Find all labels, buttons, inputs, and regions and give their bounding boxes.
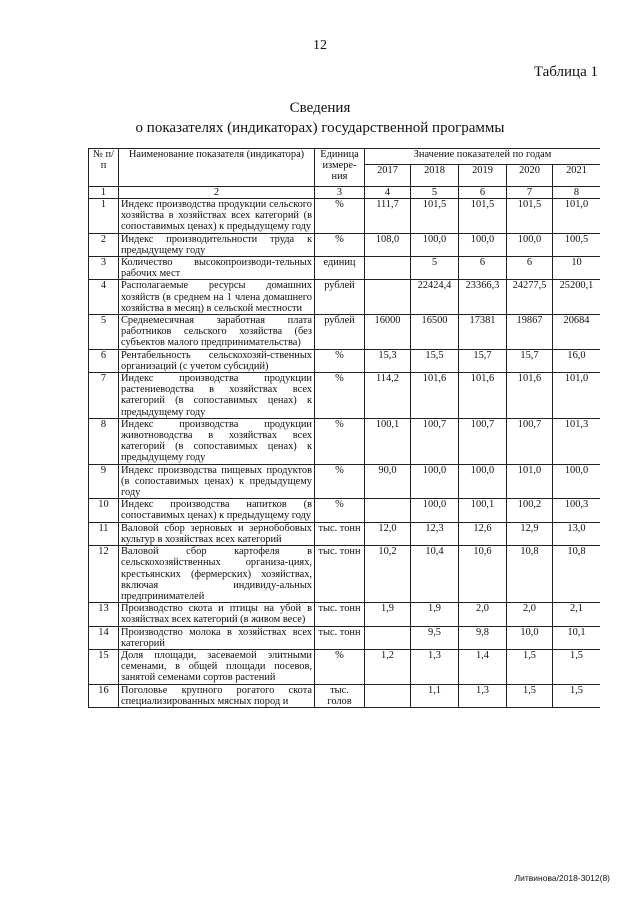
- indicator-value: 6: [507, 257, 553, 280]
- indicator-value: 1,9: [365, 603, 411, 626]
- row-number: 16: [89, 684, 119, 707]
- document-title: [0, 98, 640, 138]
- indicator-name: Располагаемые ресурсы домашних хозяйств (в среднем на 1 члена домашнего хозяйства в месяц) в сельской местности: [119, 280, 315, 315]
- row-number: 10: [89, 499, 119, 522]
- indicator-name: Производство молока в хозяйствах всех категорий: [119, 626, 315, 649]
- indicator-value: 101,6: [507, 373, 553, 419]
- indicator-value: 20684: [553, 315, 601, 350]
- indicator-value: 1,2: [365, 649, 411, 684]
- column-number: 2: [119, 187, 315, 199]
- unit-of-measure: %: [315, 373, 365, 419]
- indicators-table-container: [88, 148, 600, 861]
- indicator-value: 25200,1: [553, 280, 601, 315]
- indicator-value: 1,5: [553, 649, 601, 684]
- unit-of-measure: единиц: [315, 257, 365, 280]
- indicator-value: 16500: [411, 315, 459, 350]
- row-number: 3: [89, 257, 119, 280]
- indicator-value: 100,0: [411, 233, 459, 256]
- unit-of-measure: %: [315, 649, 365, 684]
- indicator-value: 1,3: [459, 684, 507, 707]
- column-number: 5: [411, 187, 459, 199]
- unit-of-measure: тыс. тонн: [315, 546, 365, 603]
- indicator-value: 100,0: [459, 464, 507, 499]
- indicator-value: 111,7: [365, 199, 411, 234]
- indicator-value: 19867: [507, 315, 553, 350]
- column-number: 3: [315, 187, 365, 199]
- table-row: [89, 464, 601, 499]
- indicator-value: 23366,3: [459, 280, 507, 315]
- indicator-value: 1,5: [507, 649, 553, 684]
- indicator-value: 12,3: [411, 522, 459, 545]
- unit-of-measure: тыс. тонн: [315, 603, 365, 626]
- column-number: 6: [459, 187, 507, 199]
- header-values-group: Значение показателей по годам: [365, 149, 601, 165]
- header-year: 2020: [507, 165, 553, 187]
- indicator-value: 2,0: [459, 603, 507, 626]
- indicator-value: 101,0: [553, 373, 601, 419]
- row-number: 4: [89, 280, 119, 315]
- indicator-value: 100,7: [411, 418, 459, 464]
- indicator-value: 12,6: [459, 522, 507, 545]
- indicator-value: 101,6: [411, 373, 459, 419]
- unit-of-measure: тыс. тонн: [315, 626, 365, 649]
- table-row: [89, 280, 601, 315]
- unit-of-measure: рублей: [315, 315, 365, 350]
- column-number: 7: [507, 187, 553, 199]
- indicator-value: 1,1: [411, 684, 459, 707]
- indicator-value: 15,3: [365, 349, 411, 372]
- unit-of-measure: %: [315, 499, 365, 522]
- title-line-2: о показателях (индикаторах) государственной программы: [135, 120, 505, 136]
- indicator-value: 100,1: [365, 418, 411, 464]
- indicator-value: 6: [459, 257, 507, 280]
- header-year: 2021: [553, 165, 601, 187]
- header-unit: Единица измере-ния: [315, 149, 365, 187]
- indicator-value: 1,5: [507, 684, 553, 707]
- indicator-value: 10,1: [553, 626, 601, 649]
- indicator-name: Производство скота и птицы на убой в хозяйствах всех категорий (в живом весе): [119, 603, 315, 626]
- row-number: 13: [89, 603, 119, 626]
- table-row: [89, 684, 601, 707]
- indicator-value: 9,5: [411, 626, 459, 649]
- indicator-name: Индекс производства напитков (в сопоставимых ценах) к предыдущему году: [119, 499, 315, 522]
- indicator-value: [365, 280, 411, 315]
- indicator-value: 101,5: [459, 199, 507, 234]
- unit-of-measure: %: [315, 418, 365, 464]
- indicator-value: 10,0: [507, 626, 553, 649]
- indicator-name: Валовой сбор зерновых и зернобобовых культур в хозяйствах всех категорий: [119, 522, 315, 545]
- indicator-value: 1,4: [459, 649, 507, 684]
- indicator-value: 24277,5: [507, 280, 553, 315]
- indicator-value: 114,2: [365, 373, 411, 419]
- indicator-value: 100,0: [411, 464, 459, 499]
- unit-of-measure: тыс. голов: [315, 684, 365, 707]
- row-number: 9: [89, 464, 119, 499]
- column-number: 8: [553, 187, 601, 199]
- footer-code: Литвинова/2018-3012(8): [514, 873, 610, 883]
- indicator-value: 10,8: [507, 546, 553, 603]
- row-number: 2: [89, 233, 119, 256]
- table-row: [89, 373, 601, 419]
- row-number: 7: [89, 373, 119, 419]
- table-row: [89, 499, 601, 522]
- indicator-value: 101,3: [553, 418, 601, 464]
- indicator-value: 22424,4: [411, 280, 459, 315]
- unit-of-measure: %: [315, 349, 365, 372]
- indicator-value: 100,0: [507, 233, 553, 256]
- indicator-name: Поголовье крупного рогатого скота специализированных мясных пород и: [119, 684, 315, 707]
- indicator-value: 10,2: [365, 546, 411, 603]
- indicator-value: 100,3: [553, 499, 601, 522]
- indicator-value: 101,5: [411, 199, 459, 234]
- indicator-name: Индекс производства продукции растениеводства в хозяйствах всех категорий (в сопоставимых ценах) к предыдущему году: [119, 373, 315, 419]
- header-year: 2017: [365, 165, 411, 187]
- unit-of-measure: %: [315, 199, 365, 234]
- page-number: 12: [313, 38, 327, 53]
- unit-of-measure: тыс. тонн: [315, 522, 365, 545]
- indicator-value: 17381: [459, 315, 507, 350]
- indicator-value: 12,0: [365, 522, 411, 545]
- indicator-name: Рентабельность сельскохозяй-ственных организаций (с учетом субсидий): [119, 349, 315, 372]
- indicator-value: 100,7: [459, 418, 507, 464]
- indicator-value: 1,3: [411, 649, 459, 684]
- indicator-value: 100,0: [411, 499, 459, 522]
- indicators-table: [88, 148, 600, 708]
- row-number: 12: [89, 546, 119, 603]
- indicator-value: 15,7: [459, 349, 507, 372]
- indicator-value: 100,7: [507, 418, 553, 464]
- indicator-value: [365, 499, 411, 522]
- indicator-value: 100,0: [553, 464, 601, 499]
- table-row: [89, 233, 601, 256]
- indicator-name: Индекс производства продукции сельского хозяйства в хозяйствах всех категорий (в сопоставимых ценах) к предыдущему году: [119, 199, 315, 234]
- indicator-name: Индекс производства продукции животноводства в хозяйствах всех категорий (в сопоставимых ценах) к предыдущему году: [119, 418, 315, 464]
- row-number: 1: [89, 199, 119, 234]
- header-name: Наименование показателя (индикатора): [119, 149, 315, 187]
- row-number: 11: [89, 522, 119, 545]
- indicator-value: 1,9: [411, 603, 459, 626]
- table-row: [89, 199, 601, 234]
- column-number: 1: [89, 187, 119, 199]
- unit-of-measure: %: [315, 233, 365, 256]
- indicator-value: 16,0: [553, 349, 601, 372]
- header-year: 2019: [459, 165, 507, 187]
- indicator-value: [365, 684, 411, 707]
- indicator-value: 10,4: [411, 546, 459, 603]
- indicator-value: 10,8: [553, 546, 601, 603]
- column-number: 4: [365, 187, 411, 199]
- row-number: 14: [89, 626, 119, 649]
- indicator-value: [365, 257, 411, 280]
- header-year: 2018: [411, 165, 459, 187]
- header-num: № п/п: [89, 149, 119, 187]
- indicator-value: 101,6: [459, 373, 507, 419]
- indicator-value: 101,5: [507, 199, 553, 234]
- row-number: 15: [89, 649, 119, 684]
- table-row: [89, 603, 601, 626]
- row-number: 5: [89, 315, 119, 350]
- indicator-value: 9,8: [459, 626, 507, 649]
- indicator-value: 90,0: [365, 464, 411, 499]
- indicator-value: 15,7: [507, 349, 553, 372]
- table-row: [89, 315, 601, 350]
- indicator-value: 10: [553, 257, 601, 280]
- table-row: [89, 649, 601, 684]
- indicator-value: 101,0: [553, 199, 601, 234]
- indicator-value: 108,0: [365, 233, 411, 256]
- table-row: [89, 349, 601, 372]
- indicator-value: 1,5: [553, 684, 601, 707]
- unit-of-measure: рублей: [315, 280, 365, 315]
- table-body: [89, 187, 601, 708]
- indicator-value: 16000: [365, 315, 411, 350]
- indicator-value: 2,0: [507, 603, 553, 626]
- indicator-value: 100,0: [459, 233, 507, 256]
- table-row: [89, 257, 601, 280]
- unit-of-measure: %: [315, 464, 365, 499]
- indicator-value: [365, 626, 411, 649]
- indicator-name: Среднемесячная заработная плата работников сельского хозяйства (без субъектов малого предпринимательства): [119, 315, 315, 350]
- table-row: [89, 418, 601, 464]
- indicator-value: 12,9: [507, 522, 553, 545]
- table-row: [89, 626, 601, 649]
- indicator-name: Валовой сбор картофеля в сельскохозяйственных организа-циях, крестьянских (фермерских) хозяйствах, включая индивиду-альных предпринимателей: [119, 546, 315, 603]
- indicator-name: Доля площади, засеваемой элитными семенами, в общей площади посевов, занятой семенами сортов растений: [119, 649, 315, 684]
- row-number: 6: [89, 349, 119, 372]
- indicator-value: 101,0: [507, 464, 553, 499]
- indicator-name: Количество высокопроизводи-тельных рабочих мест: [119, 257, 315, 280]
- row-number: 8: [89, 418, 119, 464]
- indicator-name: Индекс производства пищевых продуктов (в сопоставимых ценах) к предыдущему году: [119, 464, 315, 499]
- title-line-1: Сведения: [289, 100, 351, 116]
- indicator-value: 10,6: [459, 546, 507, 603]
- indicator-value: 13,0: [553, 522, 601, 545]
- indicator-name: Индекс производительности труда к предыдущему году: [119, 233, 315, 256]
- table-row: [89, 546, 601, 603]
- indicator-value: 100,5: [553, 233, 601, 256]
- column-numbers-row: [89, 187, 601, 199]
- indicator-value: 100,2: [507, 499, 553, 522]
- indicator-value: 2,1: [553, 603, 601, 626]
- table-row: [89, 522, 601, 545]
- indicator-value: 15,5: [411, 349, 459, 372]
- indicator-value: 5: [411, 257, 459, 280]
- table-label: Таблица 1: [533, 64, 598, 80]
- indicator-value: 100,1: [459, 499, 507, 522]
